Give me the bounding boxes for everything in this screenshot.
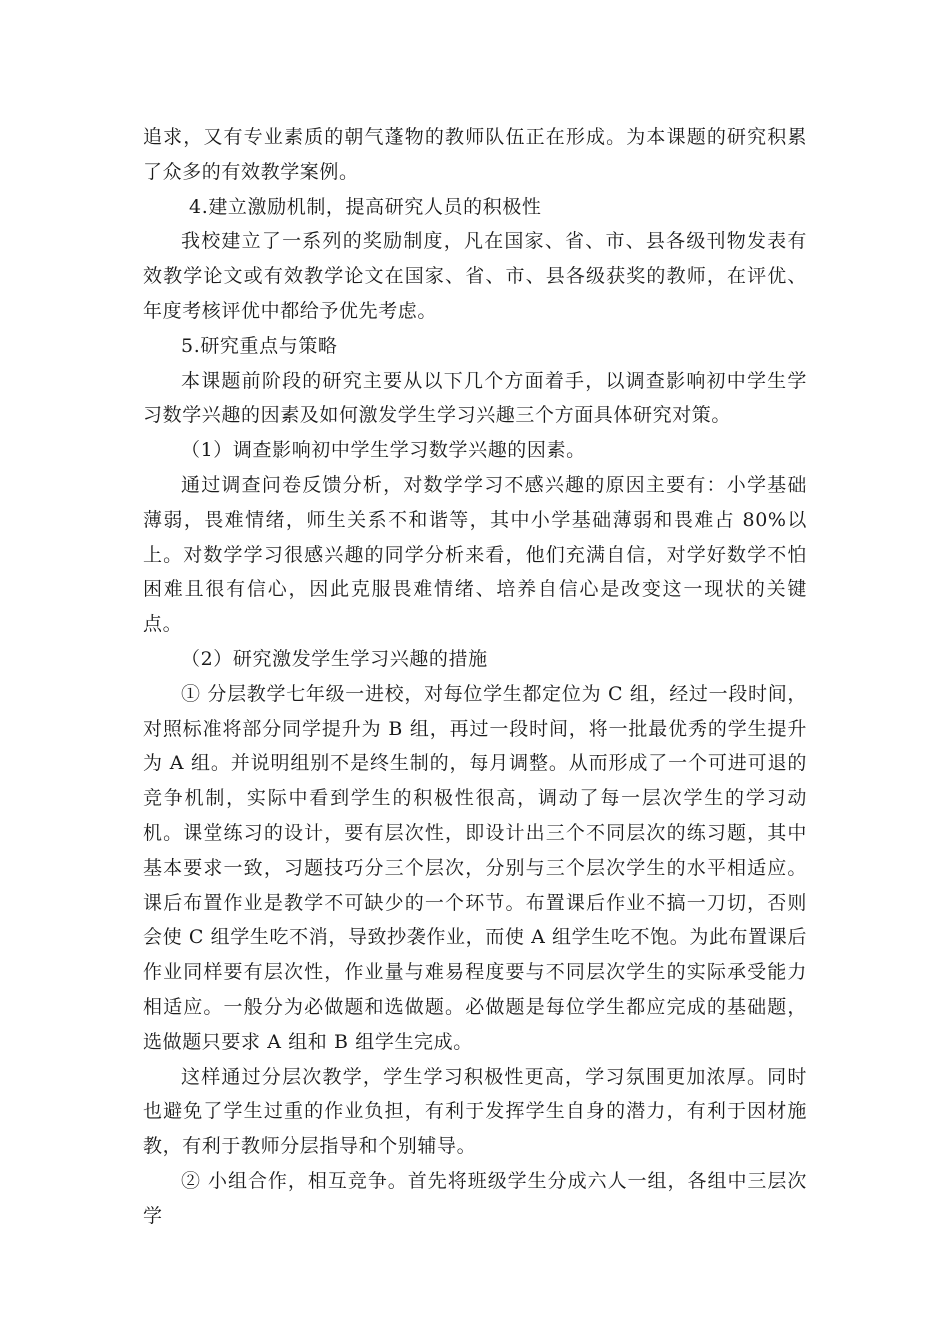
paragraph-research-focus: 本课题前阶段的研究主要从以下几个方面着手，以调查影响初中学生学习数学兴趣的因素及如何激发学生学习兴趣三个方面具体研究对策。 bbox=[143, 369, 807, 427]
paragraph-layered-teaching: ① 分层教学七年级一进校，对每位学生都定位为 C 组，经过一段时间，对照标准将部分同学提升为 B 组，再过一段时间，将一批最优秀的学生提升为 A 组。并说明组别不是终生制的，每月调整。从而形成了一个可进可退的竞争机制，实际中看到学生的积极性很高，调动了每一层次学生的学习动机。课堂练习的设计，要有层次性，即设计出三个不同层次的练习题，其中基本要求一致，习题技巧分三个层次，分别与三个层次学生的水平相适应。课后布置作业是教学不可缺少的一个环节。布置课后作业不搞一刀切，否则会使 C 组学生吃不消，导致抄袭作业，而使 A 组学生吃不饱。为此布置课后作业同样要有层次性，作业量与难易程度要与不同层次学生的实际承受能力相适应。一般分为必做题和选做题。必做题是每位学生都应完成的基础题，选做题只要求 A 组和 B 组学生完成。 bbox=[143, 682, 807, 1053]
subsection-heading-2: （2）研究激发学生学习兴趣的措施 bbox=[181, 647, 488, 670]
document-body bbox=[143, 120, 807, 1234]
paragraph-incentive: 我校建立了一系列的奖励制度，凡在国家、省、市、县各级刊物发表有效教学论文或有效教学论文在国家、省、市、县各级获奖的教师，在评优、年度考核评优中都给予优先考虑。 bbox=[143, 230, 807, 322]
paragraph-layered-benefits: 这样通过分层次教学，学生学习积极性更高，学习氛围更加浓厚。同时也避免了学生过重的作业负担，有利于发挥学生自身的潜力，有利于因材施教，有利于教师分层指导和个别辅导。 bbox=[143, 1065, 807, 1158]
paragraph-continuation: 追求，又有专业素质的朝气蓬物的教师队伍正在形成。为本课题的研究积累了众多的有效教学案例。 bbox=[143, 126, 807, 183]
subsection-heading-1: （1）调查影响初中学生学习数学兴趣的因素。 bbox=[181, 439, 586, 462]
paragraph-survey-analysis: 通过调查问卷反馈分析，对数学学习不感兴趣的原因主要有：小学基础薄弱，畏难情绪，师生关系不和谐等，其中小学基础薄弱和畏难占 80%以上。对数学学习很感兴趣的同学分析来看，他们充满自信，对学好数学不怕困难且很有信心，因此克服畏难情绪、培养自信心是改变这一现状的关键点。 bbox=[143, 473, 807, 636]
section-heading-4: 4.建立激励机制，提高研究人员的积极性 bbox=[189, 195, 542, 218]
paragraph-group-cooperation: ② 小组合作，相互竞争。首先将班级学生分成六人一组，各组中三层次学 bbox=[143, 1169, 807, 1227]
section-heading-5: 5.研究重点与策略 bbox=[181, 334, 338, 357]
